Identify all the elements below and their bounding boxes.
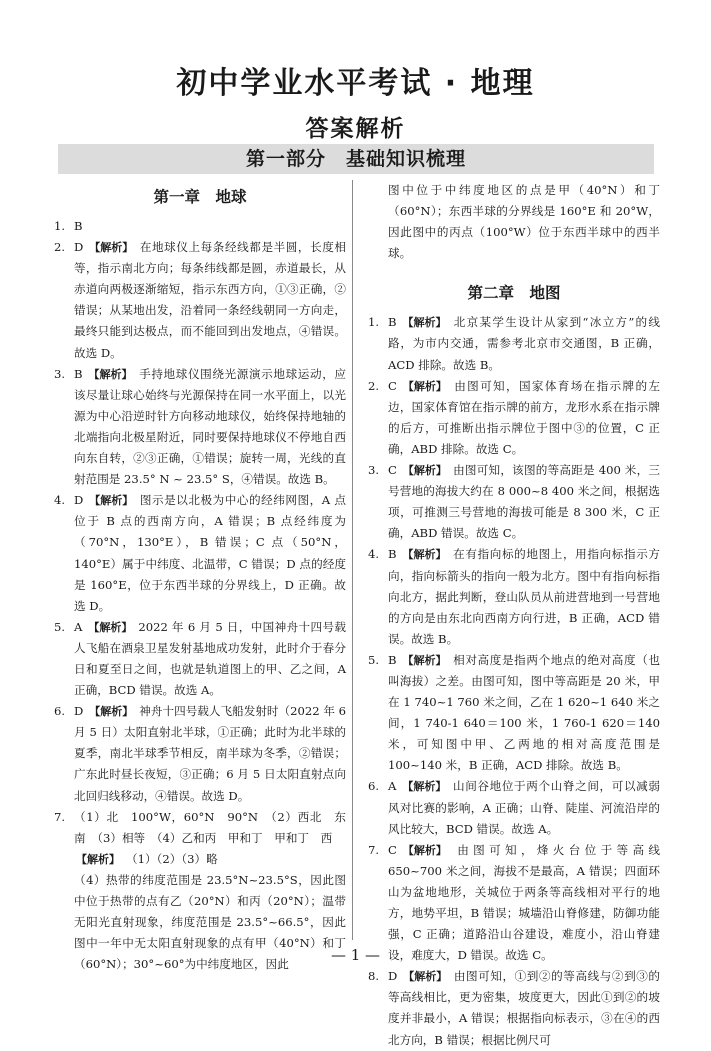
answer-item: [368, 650, 660, 777]
analysis-tag: 【解析】: [403, 970, 448, 984]
right-column: [368, 180, 660, 1051]
page-subtitle: 答案解析: [305, 116, 406, 142]
analysis-text: （1）（2）（3）略: [126, 851, 218, 866]
analysis-tag: 【解析】: [88, 620, 133, 634]
page-title: 初中学业水平考试 · 地理: [176, 66, 535, 101]
analysis-text: 手持地球仪围绕光源演示地球运动，应该尽量让球心始终与光源保持在同一水平面上，以光源为中心沿逆时针方向移动地球仪，始终保持地轴的北端指向北极星附近，同时要保持地球仪不停地自西向东自转，②③正确，①错误；旋转一周，光线的直射范围是 23.5° N ~ 23.5° S，④错误。故选 B。: [74, 366, 346, 487]
analysis-text: 山间谷地位于两个山脊之间，可以减弱风对比赛的影响，A 正确；山脊、陡崖、河流沿岸的风比较大，BCD 错误。故选 A。: [388, 779, 660, 836]
analysis-text: 由图可知，①到②的等高线与②到③的等高线相比，更为密集，坡度更大，因此①到②的坡度并非最小，A 错误；根据指向标表示，③在④的西北方向，B 错误；根据比例尺可: [388, 969, 660, 1047]
answer-option: D: [74, 240, 84, 255]
analysis-text: 北京某学生设计从家到“冰立方”的线路，为市内交通，需参考北京市交通图，B 正确，ACD 排除。故选 B。: [388, 315, 660, 372]
item-number: 4.: [368, 547, 380, 562]
answer-item: [54, 701, 346, 806]
answer-item: [54, 617, 346, 701]
item-number: 6.: [368, 779, 380, 794]
item-number: 7.: [54, 809, 66, 824]
answer-item: [368, 544, 660, 649]
analysis-paragraph: [74, 849, 346, 870]
answer-option: B: [388, 547, 397, 562]
answer-item: [368, 312, 660, 375]
item-number: 7.: [368, 842, 380, 857]
answer-option: A: [74, 619, 83, 634]
item-number: 3.: [368, 463, 380, 478]
page-number: — 1 —: [330, 946, 381, 964]
answer-item: [368, 776, 660, 839]
analysis-text: 神舟十四号载人飞船发射时（2022 年 6 月 5 日）太阳直射北半球，①正确；此时为北半球的夏季，南北半球季节相反，南半球为冬季，②错误；广东此时昼长夜短，③正确；6 月 5 日太阳直射点向北回归线移动，④错误。故选 D。: [74, 704, 346, 803]
answer-item: [368, 460, 660, 544]
analysis-tag: 【解析】: [89, 705, 134, 719]
analysis-tag: 【解析】: [402, 780, 447, 794]
answer-option: （1）北 100°W，60°N 90°N （2）西北 东南 （3）相等 （4）乙和丙 甲和丁 甲和丁 西: [74, 809, 346, 845]
item-number: 3.: [54, 366, 66, 381]
answer-option: D: [388, 969, 398, 984]
part-banner: 第一部分 基础知识梳理: [58, 144, 654, 174]
item-number: 6.: [54, 704, 66, 719]
analysis-tag: 【解析】: [76, 852, 120, 866]
answer-option: C: [388, 463, 397, 478]
answer-item: [54, 237, 346, 364]
analysis-text: 由图可知，烽火台位于等高线 650~700 米之间，海拔不是最高，A 错误；四面环山为盆地地形，关城位于两条等高线相对平行的地方，地势平坦，B 错误；城墙沿山脊修建，防御功能强，C 正确；道路沿山谷建设，难度小，沿山脊建设，难度大，D 错误。故选 C。: [388, 842, 660, 963]
answer-item: [54, 807, 346, 849]
analysis-tag: 【解析】: [402, 379, 447, 393]
answer-option: C: [388, 842, 397, 857]
analysis-tag: 【解析】: [89, 494, 134, 508]
column-divider: [352, 180, 353, 940]
item-number: 5.: [54, 619, 66, 634]
answer-option: D: [74, 704, 84, 719]
analysis-text: 在地球仪上每条经线都是半圆，长度相等，指示南北方向；每条纬线都是圆，赤道最长，从赤道向两极逐渐缩短，指示东西方向，①③正确，②错误；从某地出发，沿着同一条经线朝同一方向走，最终只能到达极点，而不能回到出发地点，④错误。故选 D。: [74, 240, 346, 360]
analysis-tag: 【解析】: [89, 241, 134, 255]
analysis-tag: 【解析】: [402, 548, 447, 562]
answer-item: [368, 376, 660, 460]
chapter-heading: 第一章 地球: [153, 188, 247, 206]
left-column: [54, 180, 346, 975]
analysis-tag: 【解析】: [402, 464, 447, 478]
analysis-text: 图示是以北极为中心的经纬网图，A 点位于 B 点的西南方向，A 错误；B 点经纬度为（70°N，130°E），B 错误；C 点（50°N，140°E）属于中纬度、北温带，C 错误；D 点的经度是 160°E，位于东西半球的分界线上，D 正确。故选 D。: [74, 493, 346, 613]
answer-option: D: [74, 493, 84, 508]
answer-option: B: [388, 315, 397, 330]
analysis-paragraph: （4）热带的纬度范围是 23.5°N~23.5°S，因此图中位于热带的点有乙（20°N）和丙（20°N）；温带无阳光直射现象，纬度范围是 23.5°~66.5°，因此图中一年中无太阳直射现象的点有甲（40°N）和丁（60°N）；30°~60°为中纬度地区，因此: [74, 872, 346, 972]
item-number: 1.: [368, 315, 380, 330]
item-number: 8.: [368, 969, 380, 984]
answer-option: C: [388, 378, 397, 393]
analysis-text: 在有指向标的地图上，用指向标指示方向，指向标箭头的指向一般为北方。图中有指向标指向北方，据此判断，登山队员从前进营地到一号营地的方向是由东北向西南方向行进，B 正确，ACD 错误。故选 B。: [388, 547, 660, 646]
analysis-text: 2022 年 6 月 5 日，中国神舟十四号载人飞船在酒泉卫星发射基地成功发射，此时介于春分日和夏至日之间，也就是轨道图上的甲、乙之间，A 正确，BCD 错误。故选 A。: [74, 619, 346, 698]
analysis-tag: 【解析】: [402, 843, 447, 857]
continuation-text: 图中位于中纬度地区的点是甲（40°N）和丁（60°N）；东西半球的分界线是 160°E 和 20°W，因此图中的丙点（100°W）位于东西半球中的西半球。: [388, 183, 660, 261]
answer-item: [368, 966, 660, 1050]
answer-item: [54, 490, 346, 617]
answer-item: [54, 216, 346, 237]
answer-option: B: [74, 366, 83, 381]
answer-option: A: [388, 779, 397, 794]
analysis-tag: 【解析】: [402, 653, 447, 667]
answer-option: B: [74, 219, 83, 233]
analysis-text: 由图可知，该图的等高距是 400 米，三号营地的海拔大约在 8 000~8 400 米之间，根据选项，可推测三号营地的海拔可能是 8 300 米，C 正确，ABD 错误。故选 C。: [388, 463, 660, 541]
item-number: 2.: [54, 240, 66, 255]
item-number: 4.: [54, 493, 66, 508]
answer-option: B: [388, 652, 397, 667]
analysis-tag: 【解析】: [88, 367, 133, 381]
answer-item: [54, 364, 346, 491]
analysis-tag: 【解析】: [402, 316, 447, 330]
analysis-text: 相对高度是指两个地点的绝对高度（也叫海拔）之差。由图可知，图中等高距是 20 米，甲在 1 740~1 760 米之间，乙在 1 620~1 640 米之间，1 740-1 640＝100 米，1 760-1 620＝140 米，可知图中甲、乙两地的相对高度范围是 100~140 米，B 正确，ACD 排除。故选 B。: [388, 652, 660, 773]
item-number: 1.: [54, 219, 66, 233]
item-number: 5.: [368, 652, 380, 667]
chapter-heading: 第二章 地图: [467, 284, 561, 303]
analysis-text: 由图可知，国家体育场在指示牌的左边，国家体育馆在指示牌的前方，龙形水系在指示牌的后方，可推断出指示牌位于图中③的位置，C 正确，ABD 排除。故选 C。: [388, 378, 660, 456]
item-number: 2.: [368, 378, 380, 393]
